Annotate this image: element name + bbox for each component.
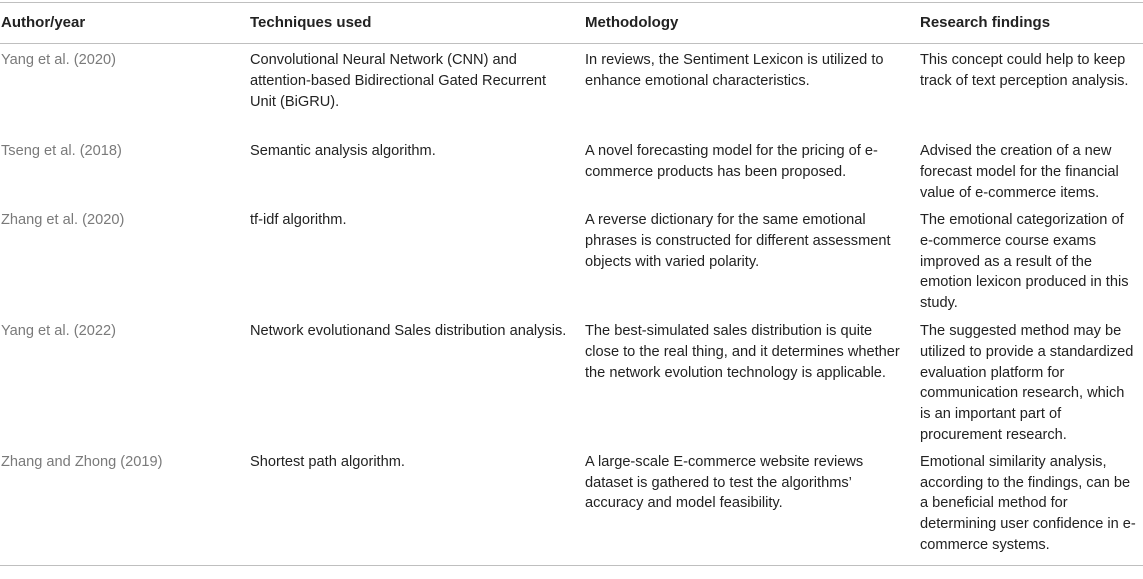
header-row	[0, 3, 1143, 44]
cell-findings: The emotional categorization of e-commerce course exams improved as a result of the emotion lexicon produced in this study.	[920, 212, 1129, 312]
cell-methodology: In reviews, the Sentiment Lexicon is utilized to enhance emotional characteristics.	[585, 52, 884, 89]
table-row	[0, 204, 1143, 315]
table-body	[0, 44, 1143, 566]
cell-findings: Emotional similarity analysis, according to the findings, can be a beneficial method for determining user confidence in e-commerce systems.	[912, 446, 1143, 566]
cell-author-year: Tseng et al. (2018)	[1, 143, 122, 159]
literature-review-table	[0, 2, 1143, 566]
header-techniques-used: Techniques used	[242, 3, 577, 44]
cell-author-year: Yang et al. (2020)	[1, 52, 116, 68]
table-row	[0, 315, 1143, 446]
cell-methodology: A reverse dictionary for the same emotional phrases is constructed for different assessment objects with varied polarity.	[585, 212, 891, 270]
cell-findings: Advised the creation of a new forecast model for the financial value of e-commerce items.	[920, 143, 1119, 201]
table-row	[0, 446, 1143, 566]
cell-techniques: Shortest path algorithm.	[242, 446, 577, 566]
cell-methodology: A novel forecasting model for the pricing of e-commerce products has been proposed.	[585, 143, 878, 180]
header-research-findings: Research findings	[912, 3, 1143, 44]
cell-author-year: Zhang et al. (2020)	[1, 212, 125, 228]
header-author-year: Author/year	[0, 3, 242, 44]
cell-techniques: Semantic analysis algorithm.	[250, 143, 436, 159]
cell-findings: This concept could help to keep track of text perception analysis.	[920, 52, 1129, 89]
cell-techniques: tf-idf algorithm.	[250, 212, 347, 228]
cell-methodology: The best-simulated sales distribution is quite close to the real thing, and it determines whether the network evolution technology is applicable.	[585, 323, 900, 381]
cell-techniques: Network evolutionand Sales distribution analysis.	[250, 323, 567, 339]
cell-findings: The suggested method may be utilized to provide a standardized evaluation platform for communication research, which is an important part of procurement research.	[920, 323, 1134, 443]
table-header	[0, 3, 1143, 44]
header-methodology: Methodology	[577, 3, 912, 44]
cell-author-year: Zhang and Zhong (2019)	[0, 446, 242, 566]
table-row	[0, 44, 1143, 136]
cell-techniques: Convolutional Neural Network (CNN) and attention-based Bidirectional Gated Recurrent Unit (BiGRU).	[250, 52, 547, 110]
table-row	[0, 135, 1143, 204]
cell-methodology: A large-scale E-commerce website reviews dataset is gathered to test the algorithms’ accuracy and model feasibility.	[577, 446, 912, 566]
cell-author-year: Yang et al. (2022)	[1, 323, 116, 339]
